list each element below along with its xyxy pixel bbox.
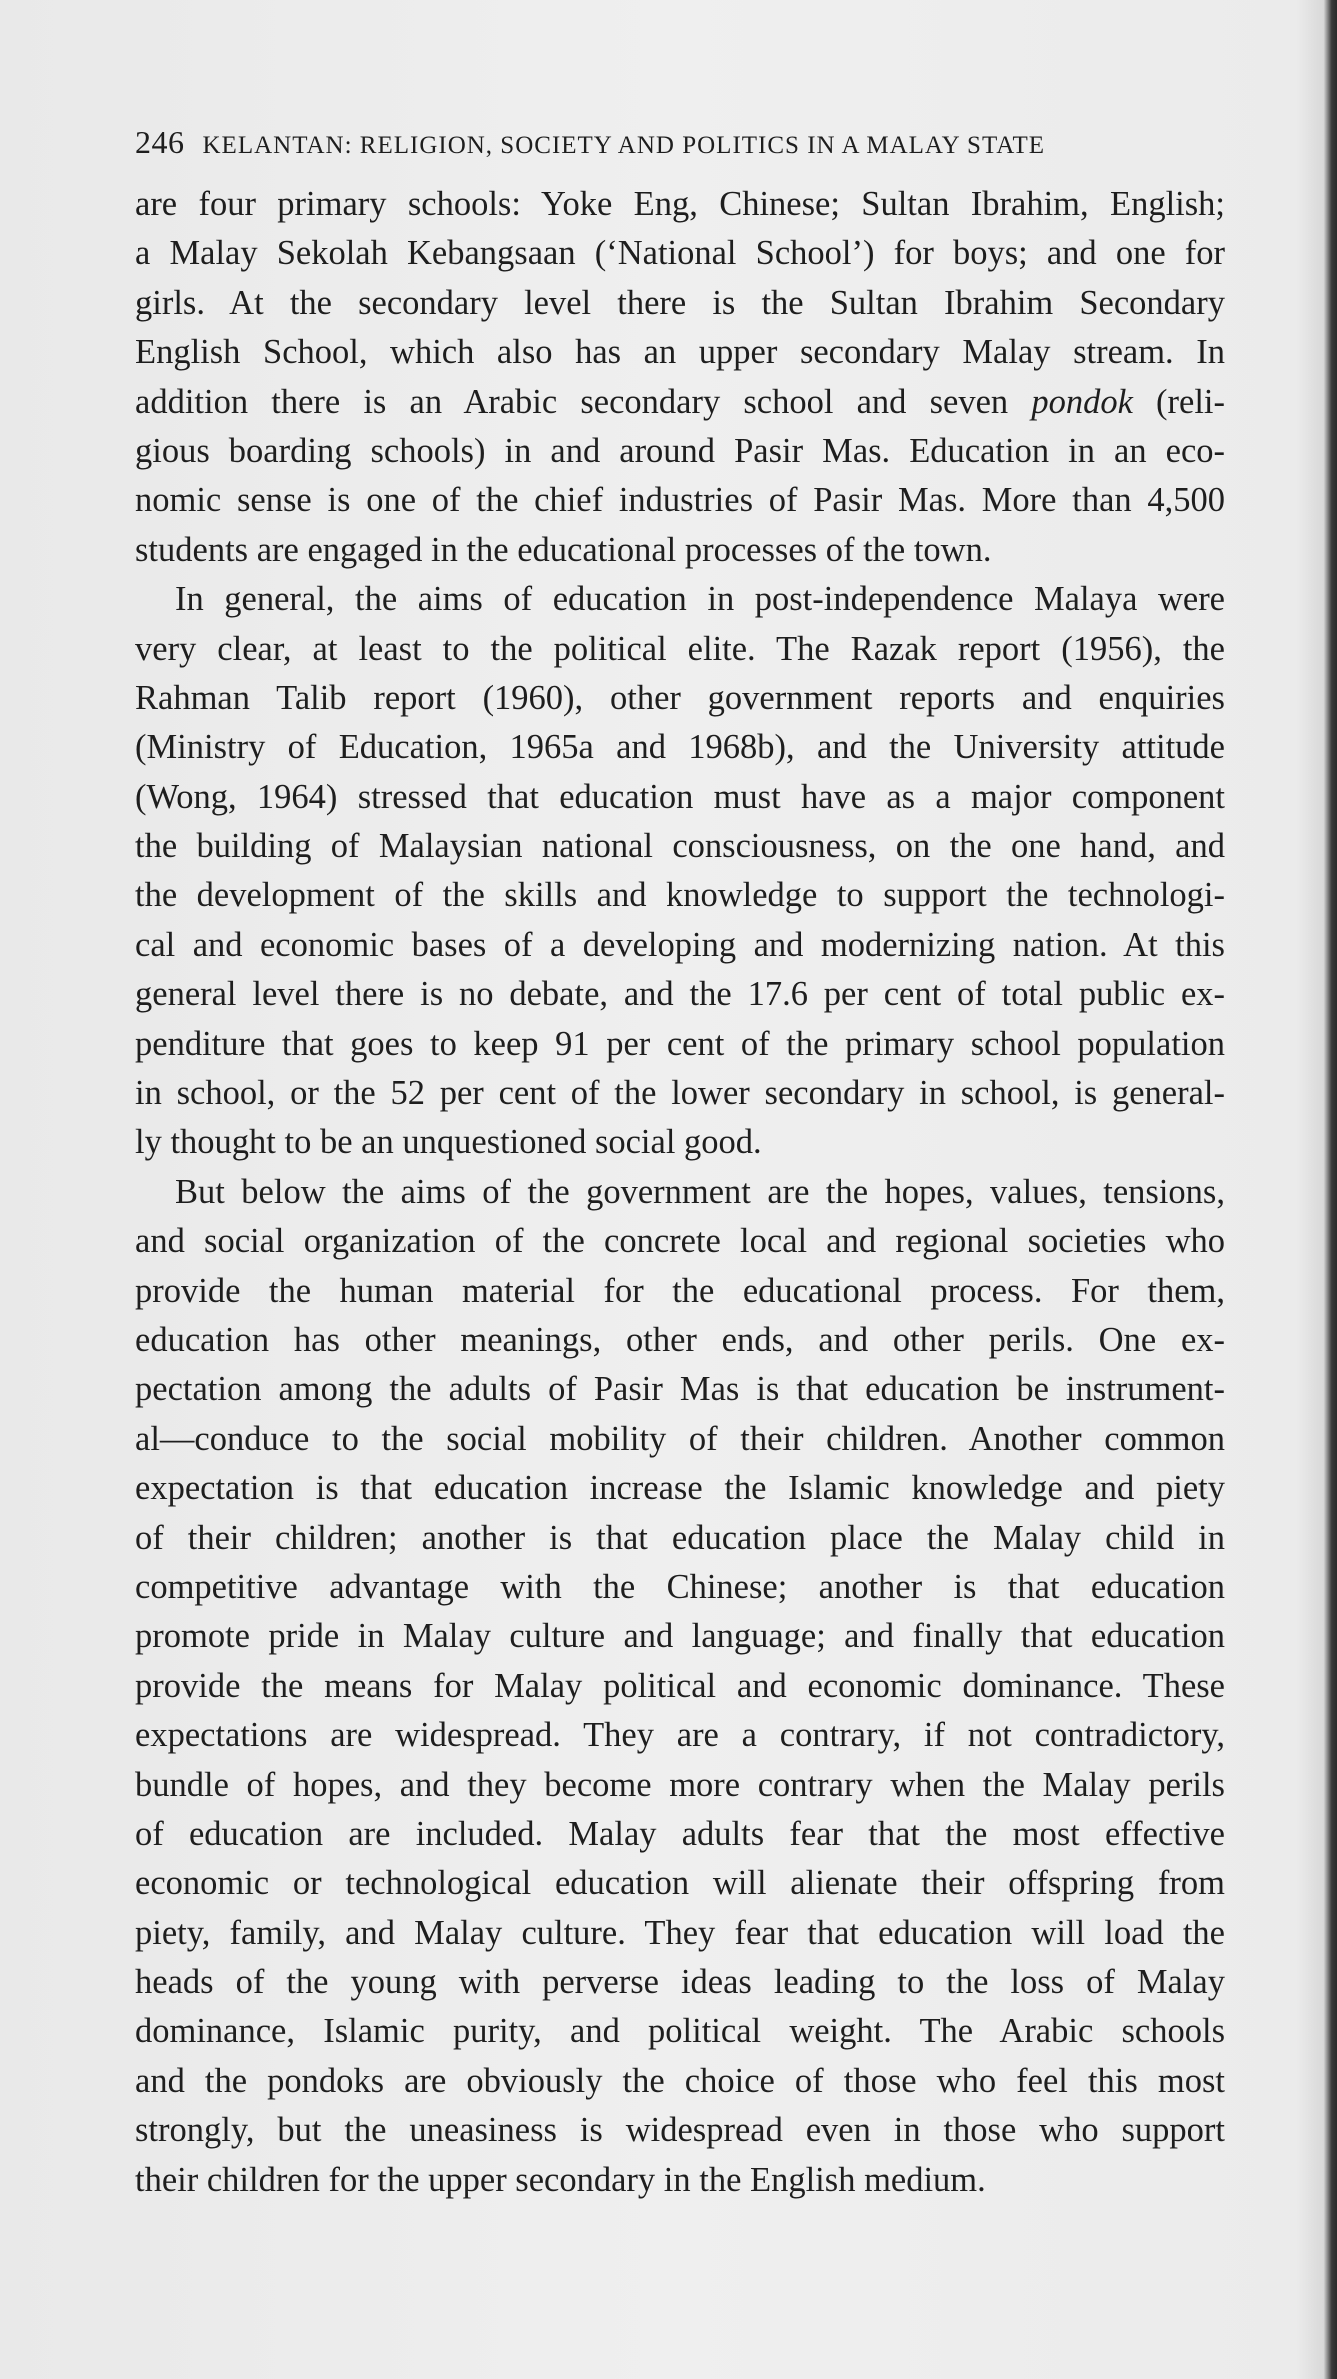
page-number: 246	[135, 124, 185, 160]
text-line: al—conduce to the social mobility of their children. Another common	[135, 1419, 1225, 1458]
text-line: promote pride in Malay culture and language; and finally that education	[135, 1617, 1225, 1656]
text-line: competitive advantage with the Chinese; another is that education	[135, 1567, 1225, 1606]
text-line: dominance, Islamic purity, and political weight. The Arabic schools	[135, 2012, 1225, 2051]
paragraph	[135, 180, 1225, 575]
text-line: and the pondoks are obviously the choice of those who feel this most	[135, 2061, 1225, 2100]
text-line: education has other meanings, other ends, and other perils. One ex-	[135, 1320, 1225, 1359]
text-line: (Wong, 1964) stressed that education must have as a major component	[135, 777, 1225, 816]
text-line: ly thought to be an unquestioned social good.	[135, 1123, 762, 1162]
text-line: are four primary schools: Yoke Eng, Chinese; Sultan Ibrahim, English;	[135, 185, 1225, 223]
text-line: a Malay Sekolah Kebangsaan (‘National School’) for boys; and one for	[135, 234, 1225, 273]
text-line: piety, family, and Malay culture. They fear that education will load the	[135, 1913, 1225, 1952]
text-line: strongly, but the uneasiness is widespread even in those who support	[135, 2111, 1225, 2150]
text-line: Rahman Talib report (1960), other government reports and enquiries	[135, 678, 1225, 717]
text-line: In general, the aims of education in post-independence Malaya were	[175, 580, 1225, 619]
text-line: provide the means for Malay political and economic dominance. These	[135, 1666, 1225, 1705]
text-line: heads of the young with perverse ideas leading to the loss of Malay	[135, 1963, 1225, 2002]
text-line: nomic sense is one of the chief industries of Pasir Mas. More than 4,500	[135, 481, 1225, 520]
text-line: in school, or the 52 per cent of the lower secondary in school, is general-	[135, 1074, 1225, 1113]
text-line: very clear, at least to the political elite. The Razak report (1956), the	[135, 629, 1225, 668]
text-line: bundle of hopes, and they become more contrary when the Malay perils	[135, 1765, 1225, 1804]
text-segment: (reli-	[1132, 382, 1226, 421]
text-line: pectation among the adults of Pasir Mas is that education be instrument-	[135, 1370, 1225, 1409]
text-line: and social organization of the concrete local and regional societies who	[135, 1222, 1225, 1261]
text-line: the building of Malaysian national consciousness, on the one hand, and	[135, 827, 1225, 866]
text-line: of education are included. Malay adults fear that the most effective	[135, 1814, 1225, 1853]
text-segment: addition there is an Arabic secondary school and seven	[135, 382, 1032, 421]
text-line: gious boarding schools) in and around Pasir Mas. Education in an eco-	[135, 431, 1225, 470]
italic-term: pondok	[1031, 382, 1133, 421]
body-text	[135, 180, 1225, 2205]
text-line: of their children; another is that education place the Malay child in	[135, 1518, 1225, 1557]
text-line: But below the aims of the government are the hopes, values, tensions,	[175, 1172, 1225, 1211]
text-line: the development of the skills and knowledge to support the technologi-	[135, 876, 1225, 915]
text-line: expectations are widespread. They are a contrary, if not contradictory,	[135, 1716, 1225, 1755]
text-line: provide the human material for the educational process. For them,	[135, 1271, 1225, 1310]
text-line	[135, 378, 1225, 427]
text-line: general level there is no debate, and the 17.6 per cent of total public ex-	[135, 975, 1225, 1014]
text-line: (Ministry of Education, 1965a and 1968b), and the University attitude	[135, 728, 1225, 767]
running-title: KELANTAN: RELIGION, SOCIETY AND POLITICS IN A MALAY STATE	[202, 132, 1046, 159]
text-line: English School, which also has an upper secondary Malay stream. In	[135, 333, 1225, 372]
running-head	[135, 124, 1225, 161]
text-line: students are engaged in the educational processes of the town.	[135, 530, 992, 569]
text-line: economic or technological education will alienate their offspring from	[135, 1864, 1225, 1903]
text-line: expectation is that education increase the Islamic knowledge and piety	[135, 1469, 1225, 1508]
text-line: girls. At the secondary level there is the Sultan Ibrahim Secondary	[135, 283, 1225, 322]
paragraph	[135, 1168, 1225, 2205]
text-line: penditure that goes to keep 91 per cent of the primary school population	[135, 1024, 1225, 1063]
text-line: cal and economic bases of a developing and modernizing nation. At this	[135, 925, 1225, 964]
text-line: their children for the upper secondary in the English medium.	[135, 2160, 986, 2199]
paragraph	[135, 575, 1225, 1168]
